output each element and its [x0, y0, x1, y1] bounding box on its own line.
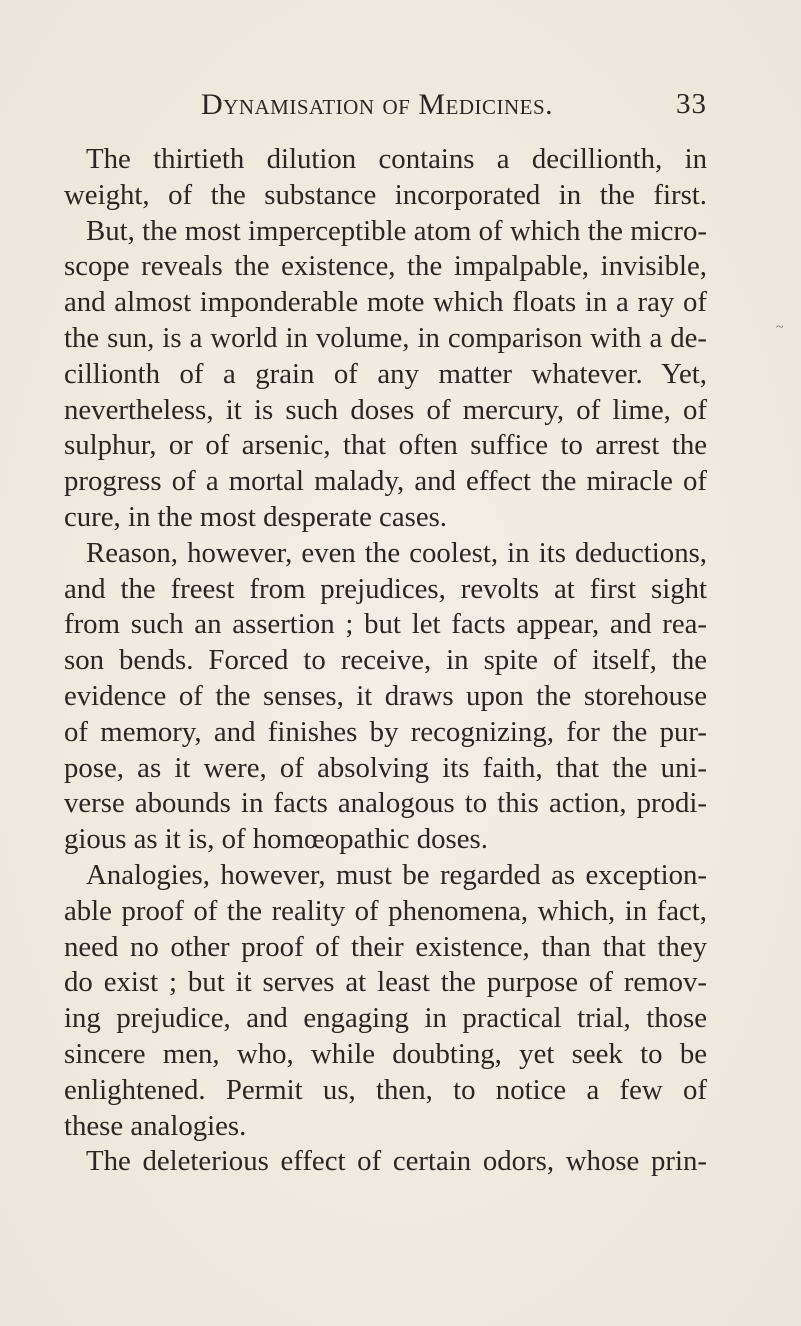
text-line: do exist ; but it serves at least the purpose of remov-: [64, 966, 707, 999]
text-line: Analogies, however, must be regarded as exception-: [86, 858, 707, 891]
page-header: [201, 88, 707, 128]
margin-mark: ~: [776, 320, 784, 335]
text-line: pose, as it were, of absolving its faith, that the uni-: [64, 751, 707, 784]
text-line: of memory, and finishes by recognizing, for the pur-: [64, 715, 707, 748]
text-line: gious as it is, of homœopathic doses.: [64, 823, 488, 856]
text-line: the sun, is a world in volume, in comparison with a de-: [64, 321, 707, 354]
text-line: ing prejudice, and engaging in practical trial, those: [64, 1002, 707, 1035]
text-line: progress of a mortal malady, and effect the miracle of: [64, 465, 707, 498]
page-number: 33: [676, 88, 707, 120]
running-head: Dynamisation of Medicines.: [201, 88, 554, 121]
text-line: able proof of the reality of phenomena, which, in fact,: [64, 894, 707, 927]
text-line: The deleterious effect of certain odors, whose prin-: [86, 1145, 707, 1178]
text-line: need no other proof of their existence, than that they: [64, 930, 707, 963]
text-line: these analogies.: [64, 1109, 247, 1142]
text-line: and the freest from prejudices, revolts at first sight: [64, 572, 707, 605]
text-line: nevertheless, it is such doses of mercury, of lime, of: [64, 393, 707, 426]
text-line: cillionth of a grain of any matter whatever. Yet,: [64, 357, 707, 390]
text-line: evidence of the senses, it draws upon the storehouse: [64, 679, 707, 712]
text-line: and almost imponderable mote which floats in a ray of: [64, 286, 707, 319]
text-line: verse abounds in facts analogous to this action, prodi-: [64, 787, 707, 820]
text-line: scope reveals the existence, the impalpable, invisible,: [64, 250, 707, 283]
text-line: Reason, however, even the coolest, in its deductions,: [86, 536, 707, 569]
text-line: The thirtieth dilution contains a decillionth, in: [86, 143, 707, 175]
text-line: cure, in the most desperate cases.: [64, 500, 448, 533]
text-line: But, the most imperceptible atom of which the micro-: [86, 214, 707, 247]
text-line: weight, of the substance incorporated in the first.: [64, 178, 707, 211]
text-line: son bends. Forced to receive, in spite of itself, the: [64, 644, 707, 677]
text-line: enlightened. Permit us, then, to notice a few of: [64, 1073, 707, 1106]
body-text: [64, 142, 707, 1180]
text-line: sulphur, or of arsenic, that often suffice to arrest the: [64, 429, 707, 462]
text-line: sincere men, who, while doubting, yet seek to be: [64, 1037, 707, 1070]
text-line: from such an assertion ; but let facts appear, and rea-: [64, 608, 707, 641]
